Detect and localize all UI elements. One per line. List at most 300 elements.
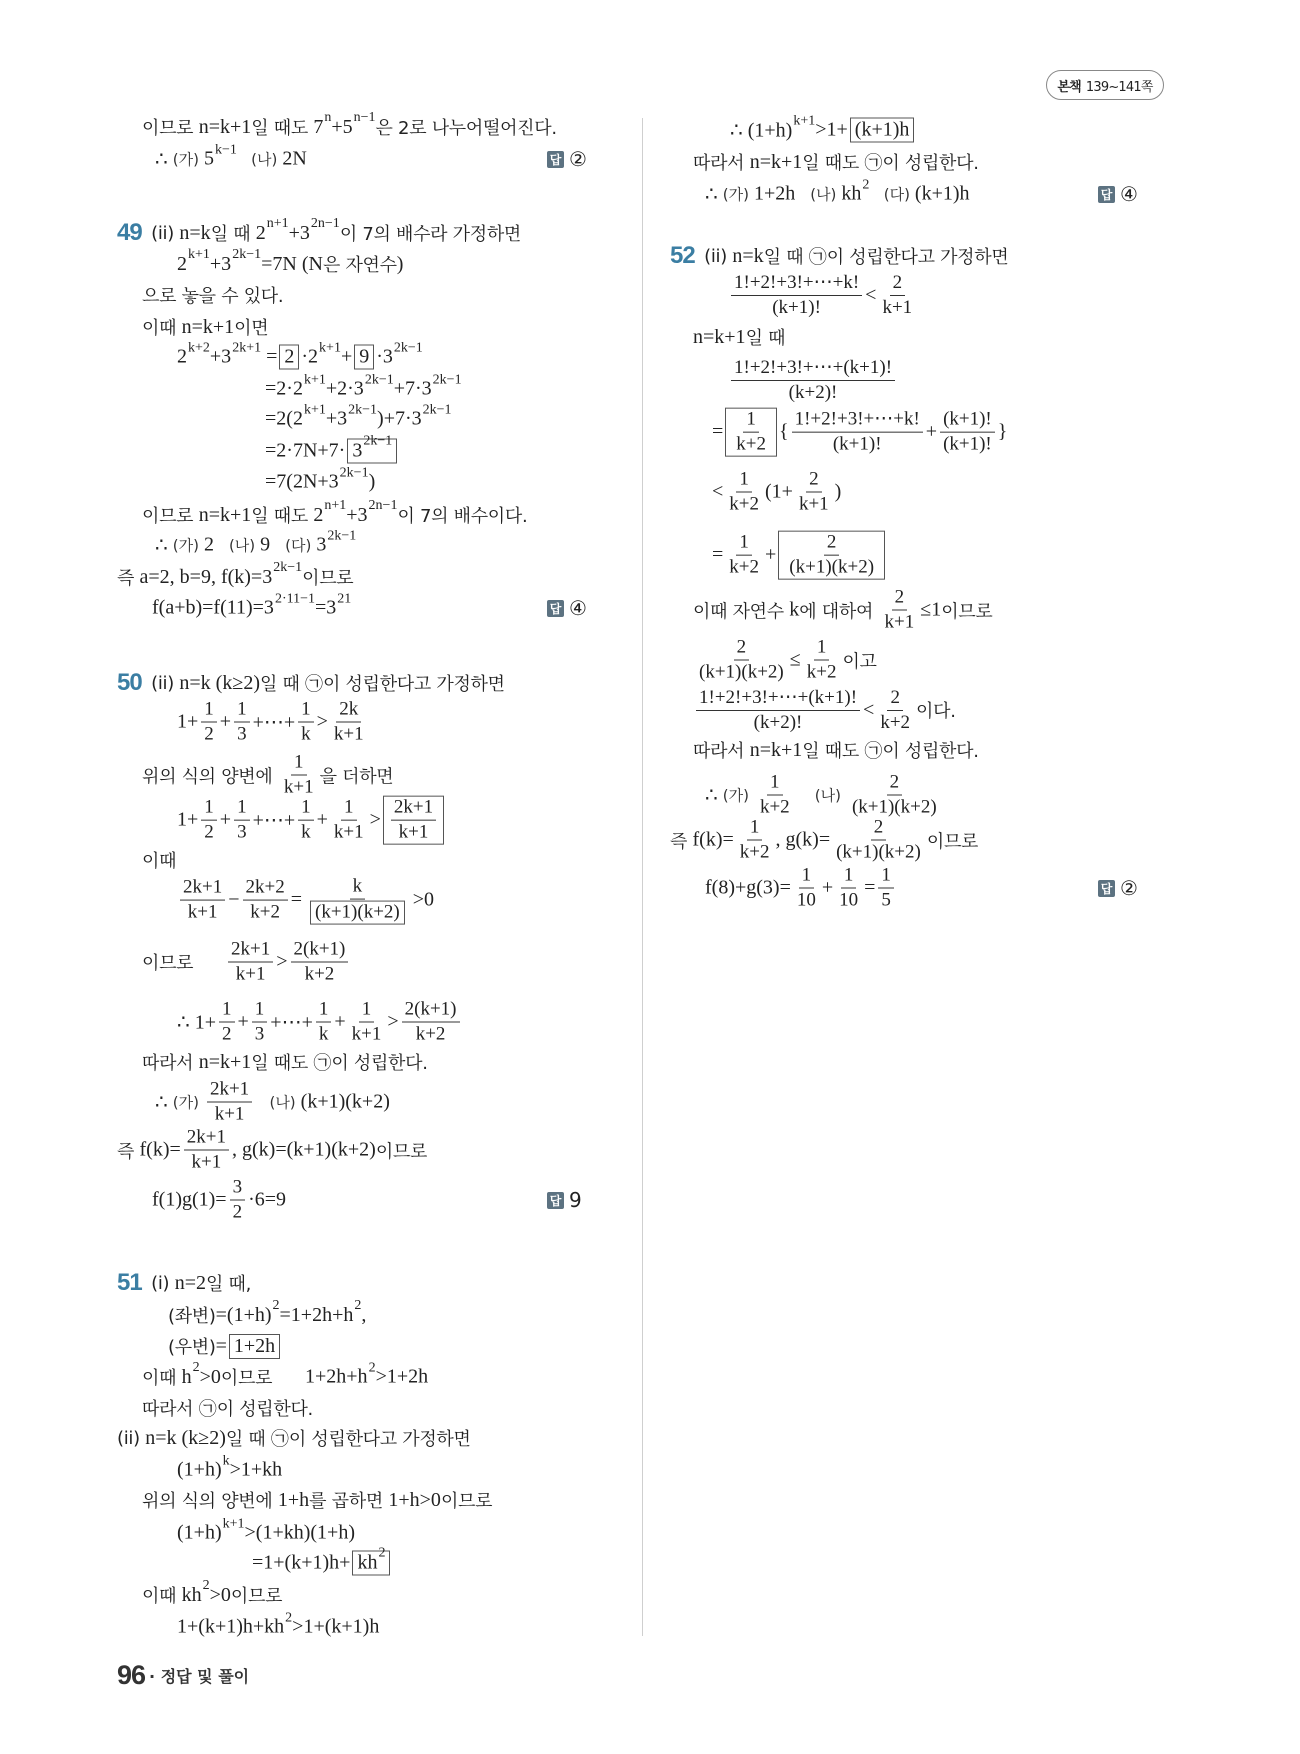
math-expression: n=k+1: [749, 150, 803, 173]
math-expression: (k+1)h: [909, 182, 970, 205]
text: 이므로: [941, 601, 993, 622]
circled-reference: ㉠: [313, 1053, 332, 1074]
superscript: n−1: [353, 110, 376, 125]
math-expression: =(1+h): [215, 1303, 272, 1326]
numerator: [184, 1127, 229, 1151]
math-expression: =: [864, 876, 876, 899]
math-expression: (k+1)!: [772, 297, 821, 318]
text: 이므로: [142, 953, 194, 974]
solution-line: [155, 142, 307, 172]
denominator: [331, 723, 367, 746]
text: 즉: [670, 831, 693, 852]
solution-line: [142, 1049, 428, 1075]
solution-line: [142, 949, 193, 975]
numerator: [298, 797, 314, 821]
math-expression: 1!+2!+3!+⋯+(k+1)!: [699, 687, 858, 708]
math-expression: 1: [801, 864, 812, 886]
math-expression: n=2: [174, 1271, 206, 1294]
math-expression: 2k+1: [209, 1078, 250, 1100]
math-expression: 3: [237, 723, 247, 745]
math-expression: k+2: [880, 711, 911, 733]
solution-line: [177, 340, 423, 370]
solution-line: [142, 314, 268, 340]
denominator: [413, 1023, 449, 1046]
page-range: 139~141쪽: [1085, 79, 1153, 95]
numerator: [892, 587, 908, 611]
denominator: [882, 611, 918, 634]
math-expression: 2k+2: [245, 876, 285, 898]
superscript: k+1: [319, 340, 341, 355]
solution-line: [265, 402, 452, 431]
blank-label: (가): [722, 786, 749, 805]
numerator: [767, 772, 783, 796]
numerator: [887, 687, 903, 711]
solution-line: [705, 177, 970, 207]
math-expression: >0: [199, 1365, 221, 1388]
math-expression: (k+1)(k+2): [315, 901, 400, 923]
fraction: [879, 272, 915, 319]
answer-value: ④: [1120, 182, 1138, 206]
text: 일 때,: [205, 1274, 252, 1295]
numerator: [402, 999, 460, 1023]
numerator: [359, 999, 375, 1023]
math-expression: ·2: [301, 345, 319, 368]
text: 일 때도: [251, 506, 314, 527]
answer-blank-box: [778, 531, 885, 580]
math-expression: k+2: [739, 841, 770, 863]
math-expression: k: [352, 875, 363, 897]
fraction: [298, 699, 314, 746]
math-expression: +: [219, 808, 232, 831]
superscript: n+1: [266, 216, 289, 231]
denominator: [786, 381, 841, 404]
math-expression: 5: [198, 147, 214, 170]
text: 이고: [842, 651, 877, 672]
math-expression: 2: [222, 1023, 232, 1045]
math-expression: ∴: [155, 1091, 173, 1114]
numerator: [824, 532, 840, 556]
superscript: 2n−1: [368, 498, 398, 513]
math-expression: 1+: [177, 710, 199, 733]
denominator: [696, 661, 787, 684]
text: 이므로: [302, 568, 354, 589]
superscript: 2k+1: [232, 340, 262, 355]
solution-line: [117, 1425, 471, 1451]
math-expression: 2: [889, 771, 900, 793]
answer-mark: [1098, 876, 1138, 900]
solution-line: [693, 637, 877, 684]
text: (ii): [117, 1427, 146, 1449]
math-expression: =7N (: [261, 252, 309, 275]
denominator: [877, 711, 913, 734]
fraction: [291, 939, 349, 986]
solution-line: [693, 149, 979, 175]
superscript: 2: [272, 1298, 280, 1313]
math-expression: (k+1)!: [832, 434, 882, 455]
math-expression: 3: [254, 1023, 265, 1045]
math-expression: (1+: [765, 480, 793, 503]
math-expression: 1: [739, 531, 749, 553]
numerator: [792, 408, 923, 433]
superscript: 21: [337, 591, 352, 606]
math-expression: kh: [181, 1583, 202, 1606]
solution-line: [225, 939, 351, 986]
page-number: 96: [117, 1660, 146, 1690]
denominator: [769, 296, 824, 319]
numerator: [871, 817, 887, 841]
fraction: [731, 271, 862, 319]
blank-label: (나): [255, 1093, 296, 1112]
text: 를 곱하면: [309, 1491, 389, 1512]
problem-number: 52: [670, 242, 695, 269]
math-expression: k+1: [283, 776, 314, 798]
math-expression: >: [276, 950, 288, 973]
math-expression: <: [712, 480, 724, 503]
text: 이므로: [375, 1141, 428, 1162]
text: 따라서: [142, 1399, 199, 1420]
math-expression: 2: [894, 586, 905, 608]
numerator: [350, 876, 366, 900]
denominator: [849, 796, 940, 819]
numerator: [201, 797, 217, 821]
math-expression: k+2: [304, 963, 335, 985]
superscript: 2k−1: [393, 340, 423, 355]
text: (ii): [145, 222, 180, 244]
answer-mark: [1098, 182, 1138, 206]
denominator: [737, 841, 773, 864]
text: 이면: [234, 318, 269, 339]
text: 이 성립한다.: [216, 1399, 313, 1420]
superscript: 2k−1: [348, 402, 378, 417]
math-expression: n=k+1: [198, 1050, 252, 1073]
numerator: [731, 356, 895, 381]
text: 이므로: [926, 831, 979, 852]
math-expression: 1: [344, 796, 354, 818]
solution-line: [693, 737, 979, 763]
math-expression: ∴: [705, 183, 723, 206]
circled-reference: ㉠: [305, 674, 324, 695]
solution-line: [265, 465, 376, 494]
solution-line: [155, 528, 357, 558]
denominator: [751, 711, 806, 734]
fraction: [849, 772, 940, 819]
solution-line: [142, 1578, 283, 1608]
blank-label: (가): [172, 536, 199, 555]
fraction: [733, 409, 769, 456]
denominator: [189, 1151, 225, 1174]
answer-blank-box: [310, 901, 405, 925]
text: 따라서: [693, 741, 750, 762]
math-expression: 2: [873, 816, 884, 838]
numerator: [747, 817, 763, 841]
math-expression: =: [712, 543, 724, 566]
math-expression: ·3: [376, 345, 393, 368]
solution-line: [693, 686, 956, 734]
math-expression: +7·3: [393, 377, 432, 400]
math-expression: n=k (k≥2): [145, 1426, 226, 1449]
math-expression: (k+1)(k+2): [836, 841, 921, 863]
fraction: [234, 699, 250, 746]
fraction: [833, 817, 924, 864]
solution-line: [142, 847, 176, 873]
numerator: [940, 409, 995, 433]
fraction: [737, 817, 773, 864]
fraction: [786, 532, 877, 579]
math-expression: 9: [255, 533, 286, 556]
solution-line: [142, 1395, 313, 1421]
math-expression: n=k (k≥2): [179, 671, 260, 694]
math-expression: 7: [313, 115, 324, 138]
denominator: [726, 493, 762, 516]
superscript: 2: [285, 1610, 293, 1625]
fraction: [331, 699, 367, 746]
fraction: [180, 877, 225, 924]
numerator: [230, 1177, 246, 1201]
math-expression: k+1: [235, 963, 266, 985]
solution-line: [252, 1545, 392, 1576]
math-expression: 2: [198, 533, 229, 556]
text: (우변): [168, 1337, 216, 1358]
math-expression: >: [369, 808, 381, 831]
denominator: [794, 889, 819, 912]
problem-number: 49: [117, 219, 142, 246]
math-expression: n=k+1: [198, 115, 252, 138]
answer-blank-box: [354, 345, 374, 370]
math-expression: 3: [352, 439, 363, 462]
denominator: [879, 296, 915, 319]
solution-line: [117, 560, 354, 590]
circled-reference: ㉠: [270, 1429, 289, 1450]
denominator: [234, 723, 250, 746]
math-expression: =7(2N+3: [265, 470, 339, 493]
math-expression: ∴: [155, 148, 173, 171]
math-expression: ): [834, 480, 842, 503]
math-expression: +: [237, 1010, 249, 1033]
math-expression: +3: [209, 252, 232, 275]
math-expression: +2·3: [325, 377, 364, 400]
solution-line: [177, 796, 446, 845]
fraction: [281, 752, 317, 799]
math-expression: (1+h): [177, 1521, 222, 1544]
text: 이므로: [142, 118, 199, 139]
denominator: [201, 821, 217, 844]
text: 이 성립한다고 가정하면: [826, 247, 1009, 268]
math-expression: 1: [204, 698, 214, 720]
math-expression: 9: [359, 345, 370, 368]
solution-line: [142, 752, 393, 799]
text: 이때: [142, 318, 182, 339]
numerator: [298, 699, 314, 723]
text: 일 때: [259, 674, 306, 695]
math-expression: ,: [361, 1303, 367, 1326]
text: 은 자연수: [322, 255, 397, 276]
fraction: [804, 637, 840, 684]
superscript: 2k−1: [363, 433, 393, 449]
math-expression: +⋯+: [270, 1011, 313, 1034]
fraction: [207, 1079, 252, 1126]
denominator: [796, 493, 832, 516]
math-expression: k+1: [884, 611, 915, 633]
book-label: 본책: [1057, 79, 1081, 95]
fraction: [349, 999, 385, 1046]
superscript: n+1: [324, 498, 347, 513]
denominator: [302, 963, 338, 986]
math-expression: k: [789, 598, 800, 621]
blank-label: (가): [172, 1093, 199, 1112]
denominator: [247, 901, 283, 924]
denominator: [830, 433, 885, 456]
denominator: [396, 821, 432, 844]
fraction: [792, 408, 923, 456]
denominator: [331, 821, 367, 844]
math-expression: >1+2h: [375, 1365, 429, 1388]
math-expression: +: [765, 543, 777, 566]
denominator: [757, 796, 793, 819]
solution-line: [152, 1177, 286, 1224]
math-expression: 3: [311, 533, 327, 556]
denominator: [733, 433, 769, 456]
math-expression: =: [215, 1334, 227, 1357]
denominator: [349, 1023, 385, 1046]
answer-blank-box: [850, 118, 915, 143]
math-expression: (k+1)(k+2): [851, 796, 937, 818]
math-expression: (1+h): [177, 1458, 222, 1481]
math-expression: k+1: [882, 296, 913, 318]
answer-blank-box: [383, 796, 444, 845]
math-expression: 10: [796, 889, 816, 911]
math-expression: 1: [746, 408, 756, 430]
numerator: [736, 532, 752, 556]
math-expression: 1: [301, 796, 311, 818]
math-expression: 2: [232, 1201, 243, 1223]
solution-line: [705, 772, 943, 819]
answer-badge-icon: 답: [547, 1192, 564, 1209]
math-expression: (k+2)!: [788, 382, 838, 403]
fraction: [391, 797, 436, 844]
numerator: [341, 797, 357, 821]
math-expression: >1+(k+1)h: [292, 1615, 380, 1638]
denominator: [212, 1103, 248, 1126]
text: 이 성립한다고 가정하면: [288, 1429, 471, 1450]
circled-reference: ㉠: [864, 741, 883, 762]
solution-line: [705, 865, 897, 912]
math-expression: >(1+kh)(1+h): [244, 1521, 355, 1544]
text: 일 때도: [251, 118, 314, 139]
math-expression: =3: [314, 596, 337, 619]
math-expression: (k+1)(k+2): [789, 556, 875, 578]
answer-value: ②: [1120, 876, 1138, 900]
text: 일 때: [225, 1429, 271, 1450]
text: 이 성립한다.: [882, 153, 979, 174]
math-expression: 2k: [339, 698, 359, 720]
denominator: [316, 1023, 332, 1046]
math-expression: k+1: [191, 1151, 222, 1173]
text: 즉: [117, 568, 140, 589]
fraction: [757, 772, 793, 819]
math-expression: ≤: [789, 648, 801, 671]
math-expression: 1: [361, 998, 372, 1020]
math-expression: n=k: [732, 244, 764, 267]
math-expression: 1+h: [277, 1488, 310, 1511]
math-expression: 1+2h+h: [305, 1365, 368, 1388]
blank-label: (가): [172, 150, 199, 169]
answer-blank-box: [725, 408, 777, 457]
text: (i): [145, 1272, 175, 1294]
numerator: [234, 699, 250, 723]
numerator: [878, 865, 894, 889]
math-expression: 2: [809, 468, 819, 490]
math-expression: +5: [331, 115, 353, 138]
math-expression: =1+(k+1)h+: [252, 1551, 351, 1574]
superscript: 2: [368, 1360, 376, 1375]
text: 위의 식의 양변에: [142, 1491, 278, 1512]
solution-line: [155, 1079, 390, 1126]
solution-line: [142, 282, 283, 308]
fraction: [940, 409, 995, 456]
math-expression: 2k+1: [231, 938, 271, 960]
text: 이 성립한다고 가정하면: [323, 674, 505, 695]
answer-blank-box: [347, 433, 397, 464]
solution-line: [728, 271, 918, 319]
math-expression: 1: [222, 998, 232, 1020]
solution-line: [117, 216, 522, 247]
math-expression: k: [301, 723, 311, 745]
math-expression: >0: [209, 1583, 231, 1606]
solution-line: [117, 669, 505, 697]
math-expression: k+1: [351, 1023, 382, 1045]
math-expression: =2·7N+7·: [265, 439, 346, 462]
answer-badge-icon: 답: [547, 600, 564, 617]
math-expression: (k+1)(k+2): [699, 661, 784, 683]
math-expression: 2: [255, 221, 266, 244]
fraction: [305, 876, 410, 925]
fraction: [228, 939, 273, 986]
solution-line: [693, 587, 992, 634]
denominator: [185, 901, 221, 924]
fraction: [402, 999, 460, 1046]
text: 일 때도: [251, 1053, 314, 1074]
text: 이때 자연수: [693, 601, 790, 622]
fraction: [696, 637, 787, 684]
math-expression: 2k+1: [183, 876, 223, 898]
solution-line: [670, 817, 978, 864]
math-expression: >1+kh: [229, 1458, 283, 1481]
math-expression: 1+2h: [748, 182, 811, 205]
numerator: [201, 699, 217, 723]
solution-line: [168, 1333, 282, 1359]
solution-line: [177, 1453, 283, 1482]
math-expression: =2·2: [265, 377, 303, 400]
math-expression: 2: [284, 345, 295, 368]
text: 일 때: [210, 224, 256, 245]
math-expression: 1!+2!+3!+⋯+k!: [734, 272, 860, 293]
answer-mark: [547, 596, 587, 620]
text: 즉: [117, 1141, 140, 1162]
fraction: [878, 865, 894, 912]
math-expression: f(k)=: [692, 828, 734, 851]
solution-line: [730, 113, 916, 143]
numerator: [228, 939, 273, 963]
math-expression: 5: [881, 889, 891, 911]
blank-label: (가): [722, 185, 749, 204]
solution-line: [142, 498, 528, 528]
math-expression: 2: [826, 531, 837, 553]
math-expression: +: [925, 420, 938, 443]
fraction: [243, 877, 288, 924]
math-expression: kh: [836, 182, 862, 205]
numerator: [243, 877, 288, 901]
math-expression: 1+h>0: [388, 1488, 441, 1511]
